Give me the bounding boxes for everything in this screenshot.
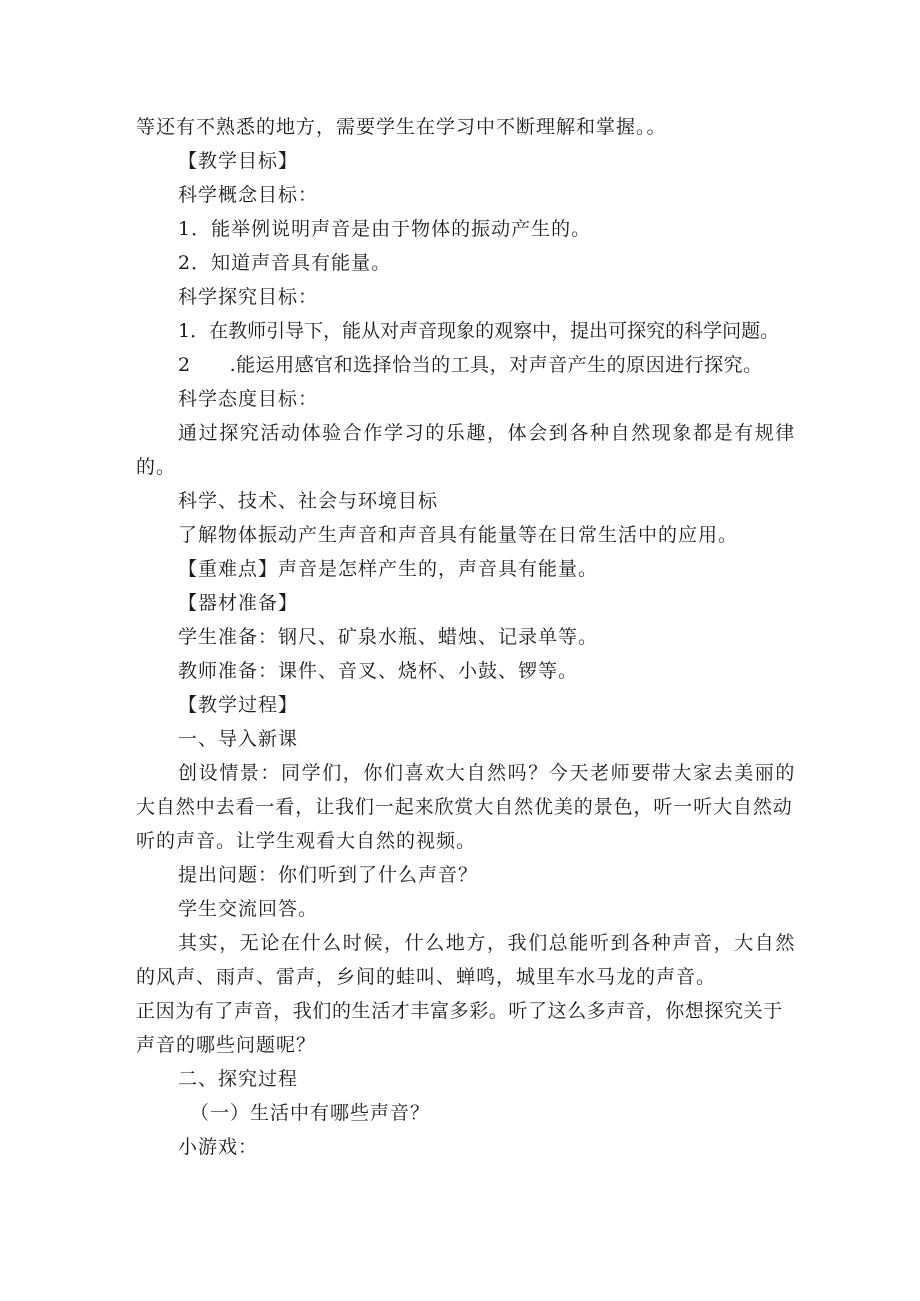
text-line: 正因为有了声音，我们的生活才丰富多彩。听了这么多声音，你想探究关于: [136, 1000, 783, 1022]
text-line: 大自然中去看一看，让我们一起来欣赏大自然优美的景色，听一听大自然动: [136, 796, 793, 818]
text-line: 学生准备：钢尺、矿泉水瓶、蜡烛、记录单等。: [178, 626, 599, 648]
text-line: 学生交流回答。: [178, 898, 319, 920]
text-line: 通过探究活动体验合作学习的乐趣，体会到各种自然现象都是有规律: [178, 422, 797, 444]
section-heading: 【重难点】声音是怎样产生的，声音具有能量。: [178, 558, 599, 580]
section-heading: 【教学过程】: [178, 694, 299, 716]
text-line: 声音的哪些问题呢？: [136, 1034, 317, 1056]
list-item: 2．知道声音具有能量。: [178, 252, 392, 274]
text-line: 提出问题：你们听到了什么声音？: [178, 864, 479, 886]
text-line: 其实，无论在什么时候，什么地方，我们总能听到各种声音，大自然: [178, 932, 797, 954]
text-line: 的风声、雨声、雷声，乡间的蛙叫、蝉鸣，城里车水马龙的声音。: [136, 966, 717, 988]
sub-heading: （一）生活中有哪些声音？: [190, 1102, 431, 1124]
sub-heading: 科学探究目标：: [178, 286, 319, 308]
list-item: 2 .能运用感官和选择恰当的工具，对声音产生的原因进行探究。: [178, 354, 763, 376]
text-line: 了解物体振动产生声音和声音具有能量等在日常生活中的应用。: [178, 524, 739, 546]
section-heading: 【教学目标】: [178, 150, 299, 172]
sub-heading: 科学概念目标：: [178, 184, 319, 206]
sub-heading: 科学、技术、社会与环境目标: [178, 490, 439, 512]
sub-heading: 一、导入新课: [178, 728, 299, 750]
section-heading: 【器材准备】: [178, 592, 299, 614]
text-line: 小游戏：: [178, 1136, 259, 1158]
sub-heading: 二、探究过程: [178, 1068, 299, 1090]
list-item: 1．在教师引导下，能从对声音现象的观察中，提出可探究的科学问题。: [178, 320, 780, 342]
text-line: 的。: [136, 456, 177, 478]
sub-heading: 科学态度目标：: [178, 388, 319, 410]
text-line: 教师准备：课件、音叉、烧杯、小鼓、锣等。: [178, 660, 579, 682]
list-item: 1．能举例说明声音是由于物体的振动产生的。: [178, 218, 592, 240]
text-line: 创设情景：同学们，你们喜欢大自然吗？今天老师要带大家去美丽的: [178, 762, 797, 784]
text-line: 听的声音。让学生观看大自然的视频。: [136, 830, 477, 852]
text-line: 等还有不熟悉的地方，需要学生在学习中不断理解和掌握。。: [136, 116, 667, 138]
